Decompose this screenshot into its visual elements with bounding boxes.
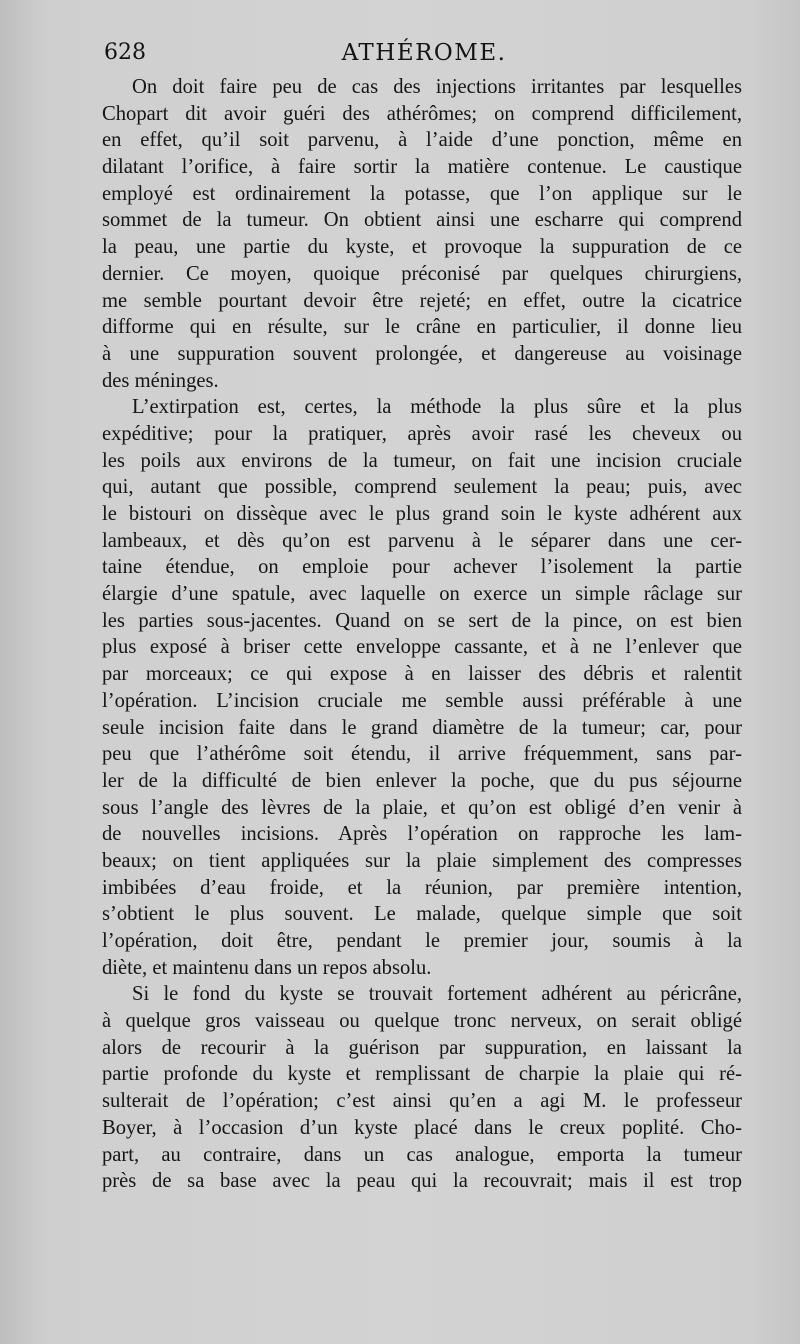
text-line: qui, autant que possible, comprend seulement la peau; puis, avec xyxy=(102,476,742,499)
text-line: le bistouri on dissèque avec le plus grand soin le kyste adhérent aux xyxy=(102,503,742,525)
page-header xyxy=(104,36,744,70)
text-line: des méninges. xyxy=(102,369,219,392)
text-line: l’opération. L’incision cruciale me semble aussi préférable à une xyxy=(102,689,742,712)
text-line: beaux; on tient appliquées sur la plaie simplement des compresses xyxy=(102,849,742,872)
text-line: partie profonde du kyste et remplissant de charpie la plaie qui ré- xyxy=(102,1063,742,1086)
text-line: plus exposé à briser cette enveloppe cassante, et à ne l’enlever que xyxy=(102,636,742,659)
text-line: part, au contraire, dans un cas analogue, emporta la tumeur xyxy=(102,1143,742,1166)
text-line: employé est ordinairement la potasse, que l’on applique sur le xyxy=(102,182,742,205)
text-line: élargie d’une spatule, avec laquelle on exerce un simple râclage sur xyxy=(102,583,742,606)
text-line: difforme qui en résulte, sur le crâne en particulier, il donne lieu xyxy=(102,316,742,339)
text-line: seule incision faite dans le grand diamètre de la tumeur; car, pour xyxy=(102,716,742,739)
body-text xyxy=(102,74,742,1195)
text-line: L’extirpation est, certes, la méthode la plus sûre et la plus xyxy=(132,396,742,419)
text-line: à quelque gros vaisseau ou quelque tronc nerveux, on serait obligé xyxy=(102,1010,742,1033)
text-line: par morceaux; ce qui expose à en laisser des débris et ralentit xyxy=(102,663,742,686)
text-line: de nouvelles incisions. Après l’opération on rapproche les lam- xyxy=(102,823,742,846)
text-line: s’obtient le plus souvent. Le malade, quelque simple que soit xyxy=(102,903,742,926)
text-line: lambeaux, et dès qu’on est parvenu à le séparer dans une cer- xyxy=(102,529,742,552)
text-line: les poils aux environs de la tumeur, on fait une incision cruciale xyxy=(102,449,742,472)
text-line: ler de la difficulté de bien enlever la poche, que du pus séjourne xyxy=(102,769,742,792)
text-line: les parties sous-jacentes. Quand on se sert de la pince, on est bien xyxy=(102,609,742,632)
text-line: expéditive; pour la pratiquer, après avoir rasé les cheveux ou xyxy=(102,422,742,445)
text-line: en effet, qu’il soit parvenu, à l’aide d’une ponction, même en xyxy=(102,129,742,152)
text-line: à une suppuration souvent prolongée, et dangereuse au voisinage xyxy=(102,342,742,365)
text-line: sommet de la tumeur. On obtient ainsi une escharre qui comprend xyxy=(102,209,742,232)
text-line: Chopart dit avoir guéri des athérômes; on comprend difficilement, xyxy=(102,102,742,125)
text-line: Boyer, à l’occasion d’un kyste placé dans le creux poplité. Cho- xyxy=(102,1116,742,1139)
page-number: 628 xyxy=(104,40,146,65)
text-line: me semble pourtant devoir être rejeté; en effet, outre la cicatrice xyxy=(102,289,742,312)
text-line: taine étendue, on emploie pour achever l’isolement la partie xyxy=(102,556,742,579)
text-line: sous l’angle des lèvres de la plaie, et qu’on est obligé d’en venir à xyxy=(102,796,742,819)
running-title: ATHÉROME. xyxy=(341,40,507,66)
text-line: dernier. Ce moyen, quoique préconisé par quelques chirurgiens, xyxy=(102,262,742,285)
text-line: dilatant l’orifice, à faire sortir la matière contenue. Le caustique xyxy=(102,156,742,179)
text-line: la peau, une partie du kyste, et provoque la suppuration de ce xyxy=(102,236,742,259)
text-line: près de sa base avec la peau qui la recouvrait; mais il est trop xyxy=(102,1170,742,1193)
text-line: peu que l’athérôme soit étendu, il arrive fréquemment, sans par- xyxy=(102,743,742,766)
text-line: alors de recourir à la guérison par suppuration, en laissant la xyxy=(102,1036,742,1059)
text-line: l’opération, doit être, pendant le premier jour, soumis à la xyxy=(102,930,742,952)
text-line: diète, et maintenu dans un repos absolu. xyxy=(102,956,432,979)
text-line: imbibées d’eau froide, et la réunion, par première intention, xyxy=(102,876,742,899)
text-line: sulterait de l’opération; c’est ainsi qu’en a agi M. le professeur xyxy=(102,1090,742,1113)
text-line: On doit faire peu de cas des injections irritantes par lesquelles xyxy=(132,76,742,98)
text-line: Si le fond du kyste se trouvait fortement adhérent au péricrâne, xyxy=(132,983,742,1006)
